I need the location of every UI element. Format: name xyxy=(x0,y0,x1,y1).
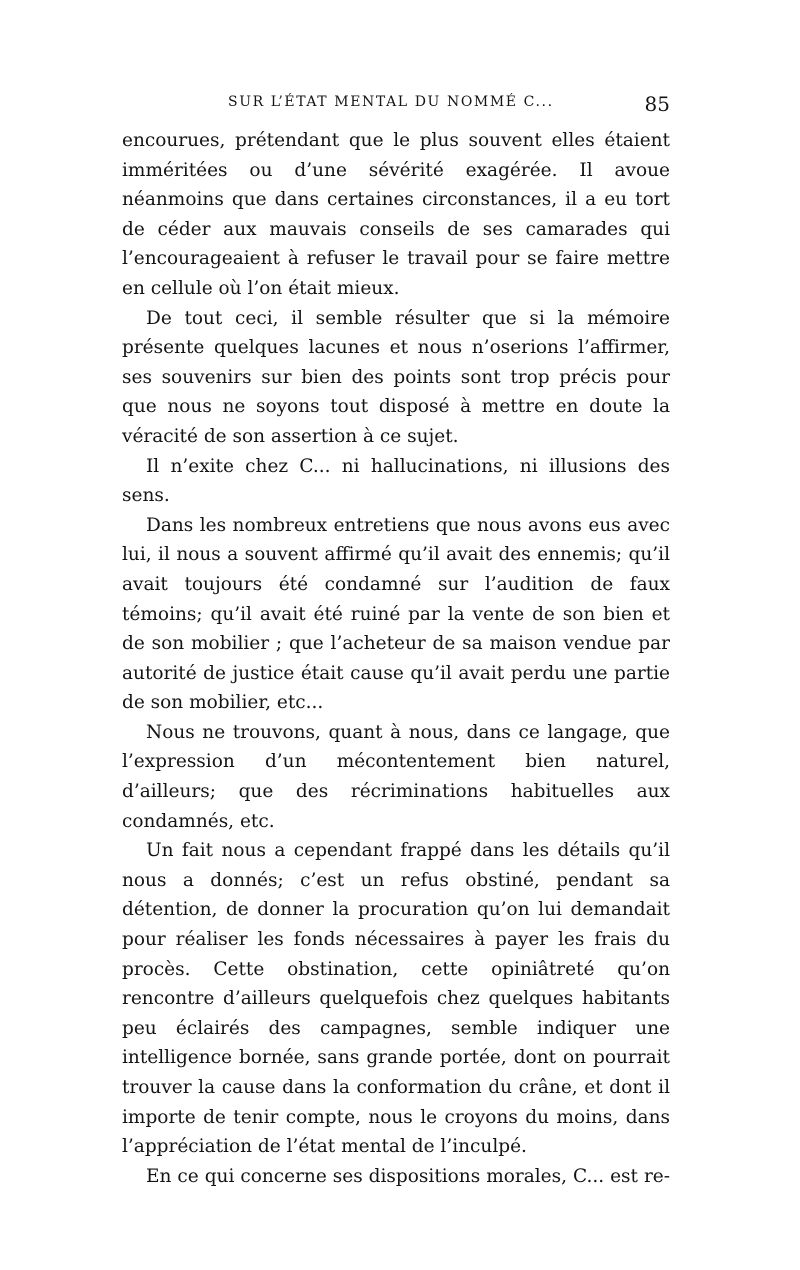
paragraph-hallucinations: Il n’exite chez C... ni hallucinations, ni illusions des sens. xyxy=(122,455,670,507)
running-title: SUR L’ÉTAT MENTAL DU NOMMÉ C... xyxy=(228,94,554,110)
paragraph-language: Nous ne trouvons, quant à nous, dans ce langage, que l’expression d’un mécontentement bien naturel, d’ailleurs; que des récriminations habituelles aux condamnés, etc. xyxy=(122,721,670,832)
page-number: 85 xyxy=(644,92,670,116)
body-text xyxy=(122,126,670,1191)
paragraph-memory: De tout ceci, il semble résulter que si la mémoire présente quelques lacunes et nous n’oserions l’affirmer, ses souvenirs sur bien des points sont trop précis pour que nous ne soyons tout disposé à mettre en doute la véracité de son assertion à ce sujet. xyxy=(122,307,670,447)
paragraph-continued: encourues, prétendant que le plus souvent elles étaient imméritées ou d’une sévérité exagérée. Il avoue néanmoins que dans certaines circonstances, il a eu tort de céder aux mauvais conseils de ses camarades qui l’encourageaient à refuser le travail pour se faire mettre en cellule où l’on était mieux. xyxy=(122,130,670,299)
paragraph-moral-dispositions: En ce qui concerne ses dispositions morales, C... est re- xyxy=(146,1165,670,1187)
paragraph-enemies: Dans les nombreux entretiens que nous avons eus avec lui, il nous a souvent affirmé qu’il avait des ennemis; qu’il avait toujours été condamné sur l’audition de faux témoins; qu’il avait été ruiné par la vente de son bien et de son mobilier ; que l’acheteur de sa maison vendue par autorité de justice était cause qu’il avait perdu une partie de son mobilier, etc... xyxy=(122,514,670,714)
paragraph-refusal: Un fait nous a cependant frappé dans les détails qu’il nous a donnés; c’est un refus obstiné, pendant sa détention, de donner la procuration qu’on lui demandait pour réaliser les fonds nécessaires à payer les frais du procès. Cette obstination, cette opiniâtreté qu’on rencontre d’ailleurs quelquefois chez quelques habitants peu éclairés des campagnes, semble indiquer une intelligence bornée, sans grande portée, dont on pourrait trouver la cause dans la conformation du crâne, et dont il importe de tenir compte, nous le croyons du moins, dans l’appréciation de l’état mental de l’inculpé. xyxy=(122,840,670,1158)
running-head xyxy=(122,92,670,122)
